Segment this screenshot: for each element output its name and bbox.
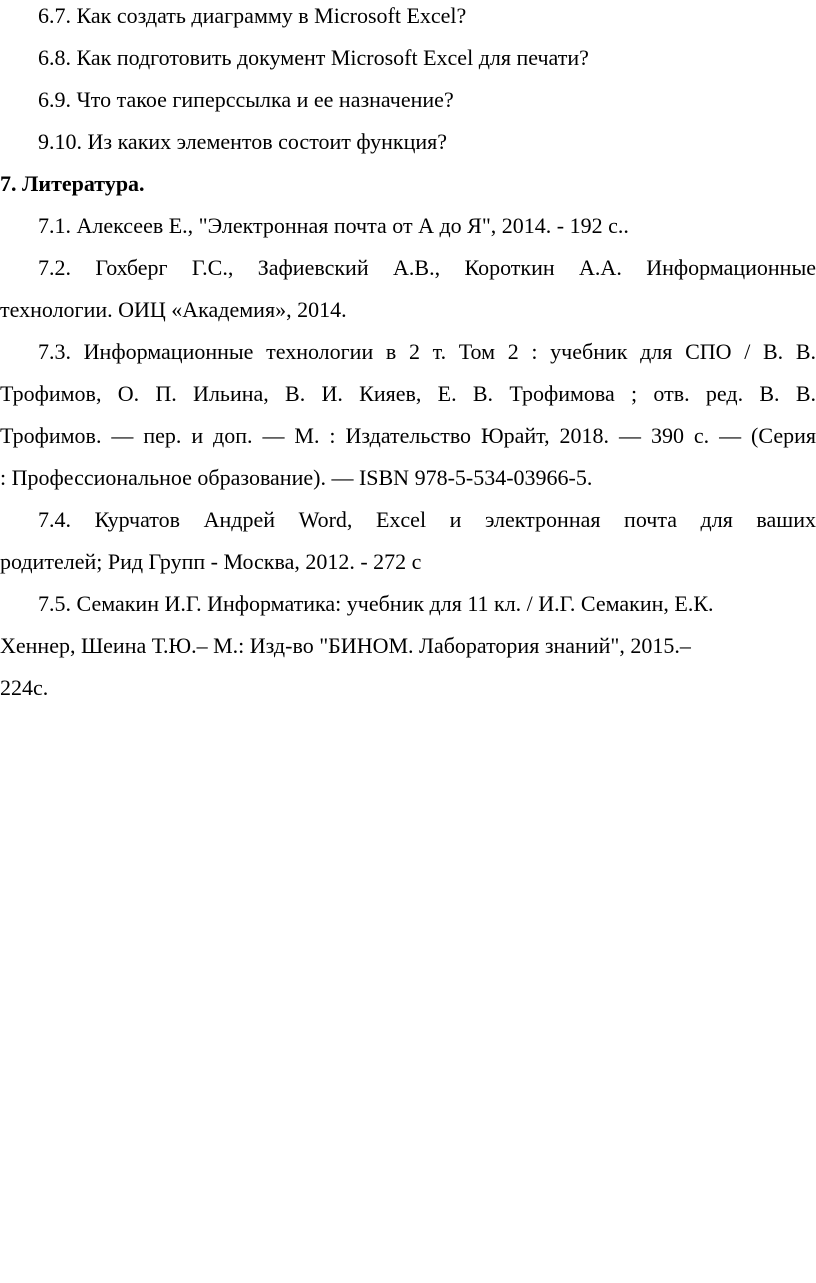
reference-7-4-line-2: родителей; Рид Групп - Москва, 2012. - 272 с: [0, 549, 422, 574]
reference-7-5-line-2: Хеннер, Шеина Т.Ю.– М.: Изд-во "БИНОМ. Лаборатория знаний", 2015.–: [0, 633, 691, 658]
reference-7-3-line-3: Трофимов. — пер. и доп. — М. : Издательство Юрайт, 2018. — 390 с. — (Серия: [0, 423, 816, 448]
reference-7-2-line-2: технологии. ОИЦ «Академия», 2014.: [0, 297, 347, 322]
reference-7-4-line-1: 7.4. Курчатов Андрей Word, Excel и электронная почта для ваших: [38, 507, 816, 532]
question-6-9: 6.9. Что такое гиперссылка и ее назначение?: [38, 87, 454, 112]
literature-heading: 7. Литература.: [0, 171, 145, 196]
reference-7-1-line-1: 7.1. Алексеев Е., "Электронная почта от А до Я", 2014. - 192 с..: [38, 213, 629, 238]
reference-7-5-line-1: 7.5. Семакин И.Г. Информатика: учебник для 11 кл. / И.Г. Семакин, Е.К.: [38, 591, 714, 616]
reference-7-3-line-1: 7.3. Информационные технологии в 2 т. Том 2 : учебник для СПО / В. В.: [38, 339, 816, 364]
reference-7-3-line-4: : Профессиональное образование). — ISBN 978-5-534-03966-5.: [0, 465, 593, 490]
question-6-8: 6.8. Как подготовить документ Microsoft Excel для печати?: [38, 45, 589, 70]
question-9-10: 9.10. Из каких элементов состоит функция?: [38, 129, 448, 154]
reference-7-5-line-3: 224с.: [0, 675, 49, 700]
reference-7-2-line-1: 7.2. Гохберг Г.С., Зафиевский А.В., Короткин А.А. Информационные: [38, 255, 816, 280]
question-6-7: 6.7. Как создать диаграмму в Microsoft Excel?: [38, 3, 467, 28]
reference-7-3-line-2: Трофимов, О. П. Ильина, В. И. Кияев, Е. В. Трофимова ; отв. ред. В. В.: [0, 381, 816, 406]
